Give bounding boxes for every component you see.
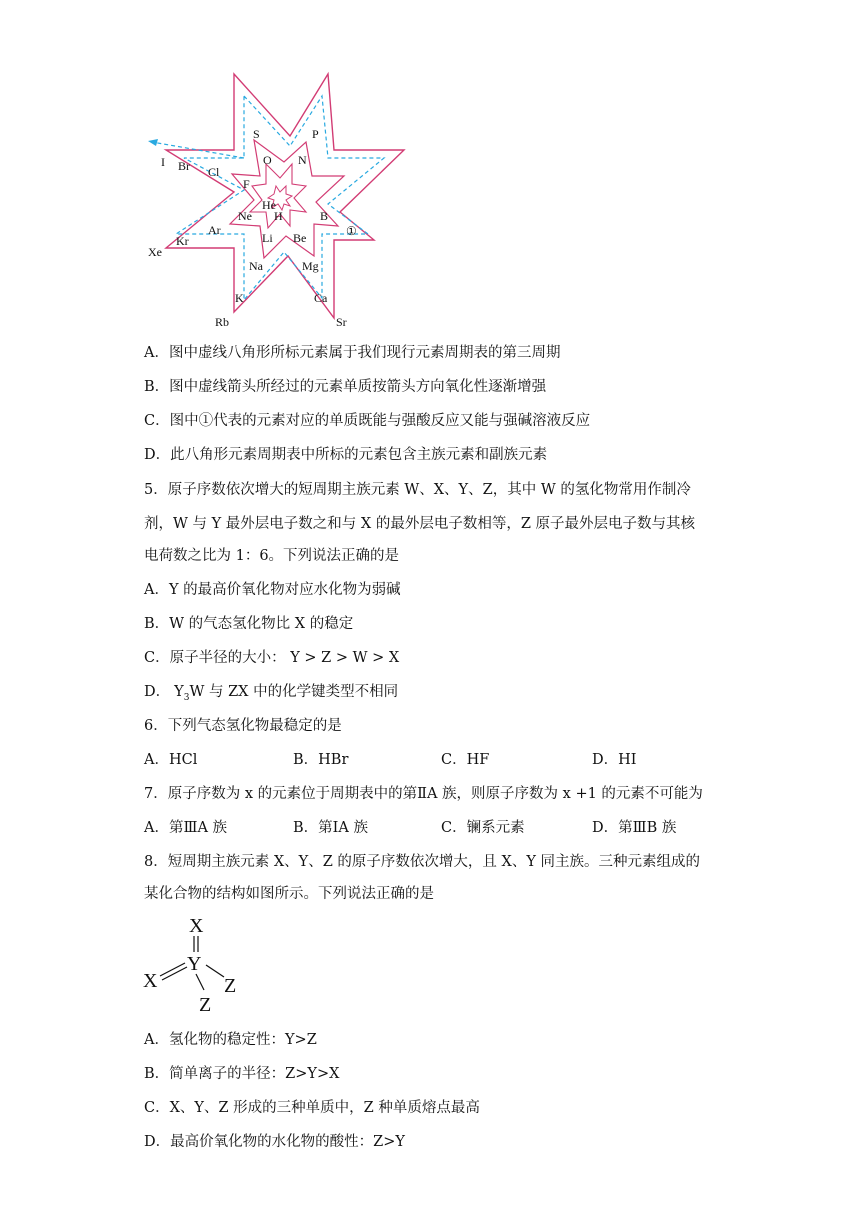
label-N: N bbox=[298, 153, 307, 167]
q4-option-b: B．图中虚线箭头所经过的元素单质按箭头方向氧化性逐渐增强 bbox=[144, 379, 547, 395]
label-S: S bbox=[253, 127, 260, 141]
q5-formula-w: W bbox=[189, 684, 205, 700]
q6-stem: 6．下列气态氢化物最稳定的是 bbox=[144, 718, 342, 734]
label-Cl: Cl bbox=[208, 165, 220, 179]
label-Mg: Mg bbox=[302, 259, 319, 273]
q6-option-c: C．HF bbox=[441, 752, 490, 768]
label-P: P bbox=[312, 127, 319, 141]
q5-stem-line-2: 剂，W 与 Y 最外层电子数之和与 X 的最外层电子数相等，Z 原子最外层电子数与其核 bbox=[144, 516, 696, 532]
dashed-octagram bbox=[176, 96, 384, 300]
q8-option-d: D．最高价氧化物的水化物的酸性：Z>Y bbox=[144, 1134, 405, 1150]
q7-option-a: A．第ⅢA 族 bbox=[144, 820, 228, 836]
structure-top-x: X bbox=[189, 915, 204, 937]
label-Ar: Ar bbox=[208, 223, 221, 237]
label-H: H bbox=[274, 209, 283, 223]
q4-option-c: C．图中①代表的元素对应的单质既能与强酸反应又能与强碱溶液反应 bbox=[144, 413, 591, 429]
q5-formula-subscript: 3 bbox=[183, 692, 190, 703]
structure-center-y: Y bbox=[187, 953, 202, 975]
label-Br: Br bbox=[178, 159, 190, 173]
label-Xe: Xe bbox=[148, 245, 162, 259]
label-Sr: Sr bbox=[336, 315, 347, 329]
label-Li: Li bbox=[262, 231, 273, 245]
q8-structure-diagram bbox=[140, 910, 250, 1015]
q4-option-a: A．图中虚线八角形所标元素属于我们现行元素周期表的第三周期 bbox=[144, 345, 561, 361]
label-Rb: Rb bbox=[215, 315, 230, 329]
outer-octagram bbox=[166, 74, 404, 318]
q8-option-c: C．X、Y、Z 形成的三种单质中，Z 种单质熔点最高 bbox=[144, 1100, 480, 1116]
structure-bottom-z: Z bbox=[199, 994, 212, 1015]
q8-stem-line-2: 某化合物的结构如图所示。下列说法正确的是 bbox=[144, 886, 434, 902]
label-O: O bbox=[263, 153, 272, 167]
arrow-head bbox=[148, 139, 158, 146]
q5-option-d bbox=[144, 682, 398, 708]
label-Be: Be bbox=[293, 231, 307, 245]
q8-option-a: A．氢化物的稳定性：Y>Z bbox=[144, 1032, 317, 1048]
q5-stem-line-3: 电荷数之比为 1：6。下列说法正确的是 bbox=[144, 548, 400, 564]
q8-stem-line-1: 8．短周期主族元素 X、Y、Z 的原子序数依次增大，且 X、Y 同主族。三种元素组成的 bbox=[144, 854, 701, 870]
label-circle1: ① bbox=[346, 224, 357, 238]
structure-right-z: Z bbox=[224, 975, 237, 997]
q8-option-b: B．简单离子的半径：Z>Y>X bbox=[144, 1066, 340, 1082]
label-Na: Na bbox=[249, 259, 263, 273]
q7-option-b: B．第ⅠA 族 bbox=[293, 820, 368, 836]
bond-bottom bbox=[196, 974, 204, 990]
structure-left-x: X bbox=[143, 970, 158, 992]
q6-option-a: A．HCl bbox=[144, 752, 198, 768]
q7-option-c: C．镧系元素 bbox=[441, 820, 525, 836]
q7-option-d: D．第ⅢB 族 bbox=[592, 820, 677, 836]
q5-option-b: B．W 的气态氢化物比 X 的稳定 bbox=[144, 616, 354, 632]
q5-option-a: A．Y 的最高价氧化物对应水化物为弱碱 bbox=[144, 582, 401, 598]
q5-stem-line-1: 5．原子序数依次增大的短周期主族元素 W、X、Y、Z，其中 W 的氢化物常用作制冷 bbox=[144, 482, 691, 498]
q5-option-d-text: 与 ZX 中的化学键类型不相同 bbox=[204, 684, 399, 700]
bond-right bbox=[206, 965, 224, 977]
q6-option-b: B．HBr bbox=[293, 752, 349, 768]
label-B: B bbox=[320, 209, 329, 223]
q7-stem: 7．原子序数为 x 的元素位于周期表中的第ⅡA 族，则原子序数为 x +1 的元素不可能为 bbox=[144, 786, 703, 802]
label-Ca: Ca bbox=[314, 291, 328, 305]
label-Kr: Kr bbox=[176, 234, 189, 248]
label-F: F bbox=[243, 177, 250, 191]
q5-option-c: C．原子半径的大小： Y > Z > W > X bbox=[144, 650, 400, 666]
q4-option-d: D．此八角形元素周期表中所标的元素包含主族元素和副族元素 bbox=[144, 447, 548, 463]
label-I: I bbox=[161, 155, 165, 169]
label-K: K bbox=[235, 291, 244, 305]
label-He: He bbox=[262, 198, 276, 212]
q6-option-d: D．HI bbox=[592, 752, 637, 768]
octagram-periodic-table-figure bbox=[140, 70, 420, 330]
label-Ne: Ne bbox=[238, 209, 252, 223]
q5-formula-y: Y bbox=[174, 684, 184, 700]
q5-option-d-prefix: D． bbox=[144, 684, 171, 700]
